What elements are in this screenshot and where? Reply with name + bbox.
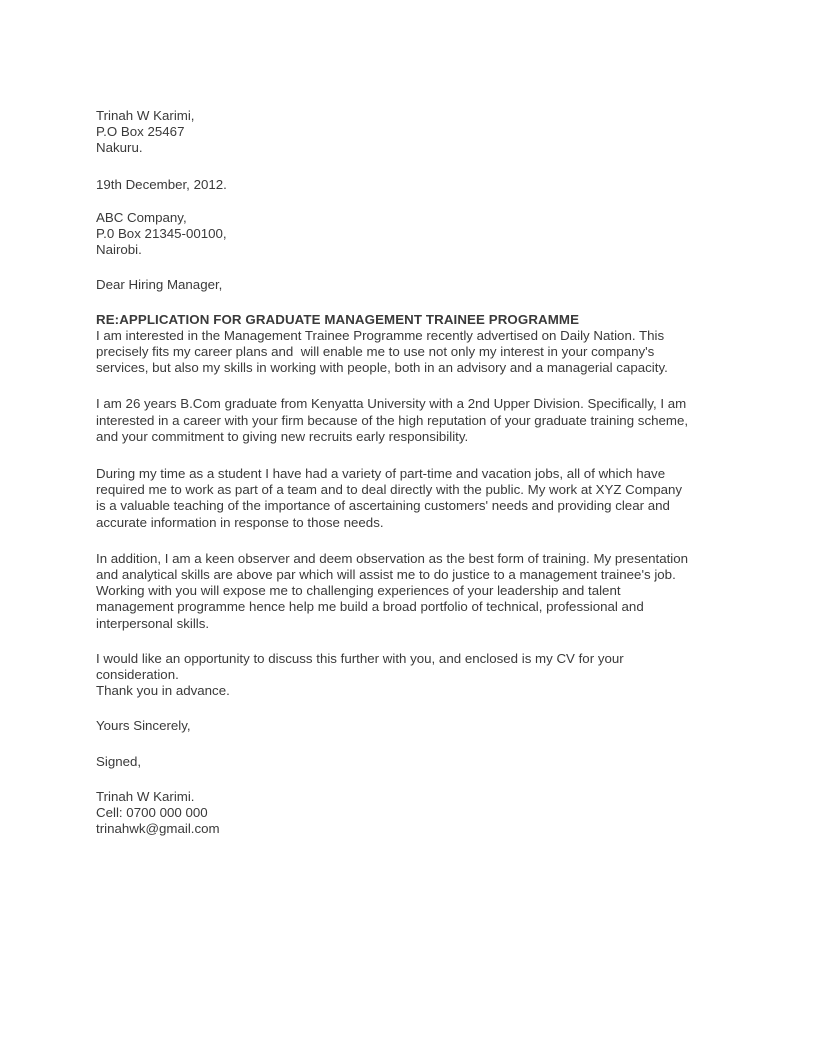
recipient-postal-address: P.0 Box 21345-00100, bbox=[96, 226, 227, 242]
paragraph-4-line-4: management programme hence help me build a broad portfolio of technical, professional and bbox=[96, 599, 644, 615]
paragraph-3-line-3: is a valuable teaching of the importance of ascertaining customers' needs and providing clear and bbox=[96, 498, 670, 514]
signed-block bbox=[96, 754, 726, 770]
paragraph-2 bbox=[96, 396, 726, 445]
paragraph-4-line-1: In addition, I am a keen observer and deem observation as the best form of training. My presentation bbox=[96, 550, 689, 566]
paragraph-1-line-2: precisely fits my career plans and will enable me to use not only my interest in your company's bbox=[96, 344, 655, 360]
paragraph-3-line-1: During my time as a student I have had a variety of part-time and vacation jobs, all of which have bbox=[96, 466, 666, 482]
closing: Yours Sincerely, bbox=[96, 718, 191, 734]
paragraph-2-line-3: and your commitment to giving new recruits early responsibility. bbox=[96, 428, 469, 444]
signature-block bbox=[96, 789, 726, 838]
letter-date: 19th December, 2012. bbox=[96, 176, 227, 192]
salutation-block bbox=[96, 277, 726, 293]
subject-heading: RE:APPLICATION FOR GRADUATE MANAGEMENT TRAINEE PROGRAMME bbox=[96, 311, 580, 327]
sender-postal-address: P.O Box 25467 bbox=[96, 124, 185, 140]
recipient-city: Nairobi. bbox=[96, 242, 142, 258]
paragraph-3 bbox=[96, 466, 726, 531]
paragraph-4-line-5: interpersonal skills. bbox=[96, 615, 210, 631]
recipient-company: ABC Company, bbox=[96, 209, 187, 225]
sender-address-block bbox=[96, 108, 726, 157]
letter-page bbox=[96, 108, 726, 838]
paragraph-1-line-3: services, but also my skills in working with people, both in an advisory and a managerial capacity. bbox=[96, 360, 668, 376]
sender-name: Trinah W Karimi, bbox=[96, 108, 195, 123]
signature-email: trinahwk@gmail.com bbox=[96, 821, 220, 837]
paragraph-4 bbox=[96, 551, 726, 632]
signature-cell: Cell: 0700 000 000 bbox=[96, 805, 208, 821]
paragraph-3-line-4: accurate information in response to those needs. bbox=[96, 514, 384, 530]
salutation: Dear Hiring Manager, bbox=[96, 277, 223, 293]
thanks-line: Thank you in advance. bbox=[96, 683, 230, 699]
paragraph-5-line-1: I would like an opportunity to discuss this further with you, and enclosed is my CV for your bbox=[96, 650, 624, 666]
paragraph-5-line-2: consideration. bbox=[96, 667, 179, 683]
signed-label: Signed, bbox=[96, 753, 142, 769]
paragraph-4-line-2: and analytical skills are above par which will assist me to do justice to a management trainee's job. bbox=[96, 567, 676, 583]
closing-block bbox=[96, 718, 726, 734]
subject-and-intro bbox=[96, 312, 726, 377]
paragraph-4-line-3: Working with you will expose me to challenging experiences of your leadership and talent bbox=[96, 583, 621, 599]
paragraph-2-line-2: interested in a career with your firm because of the high reputation of your graduate training scheme, bbox=[96, 412, 689, 428]
paragraph-5 bbox=[96, 651, 726, 700]
date-block bbox=[96, 177, 726, 193]
signature-name: Trinah W Karimi. bbox=[96, 788, 195, 804]
paragraph-2-line-1: I am 26 years B.Com graduate from Kenyatta University with a 2nd Upper Division. Specifically, I am bbox=[96, 396, 687, 412]
recipient-address-block bbox=[96, 210, 726, 259]
paragraph-1-line-1: I am interested in the Management Trainee Programme recently advertised on Daily Nation. This bbox=[96, 327, 665, 343]
sender-city: Nakuru. bbox=[96, 140, 143, 156]
paragraph-3-line-2: required me to work as part of a team and to deal directly with the public. My work at XYZ Company bbox=[96, 482, 683, 498]
